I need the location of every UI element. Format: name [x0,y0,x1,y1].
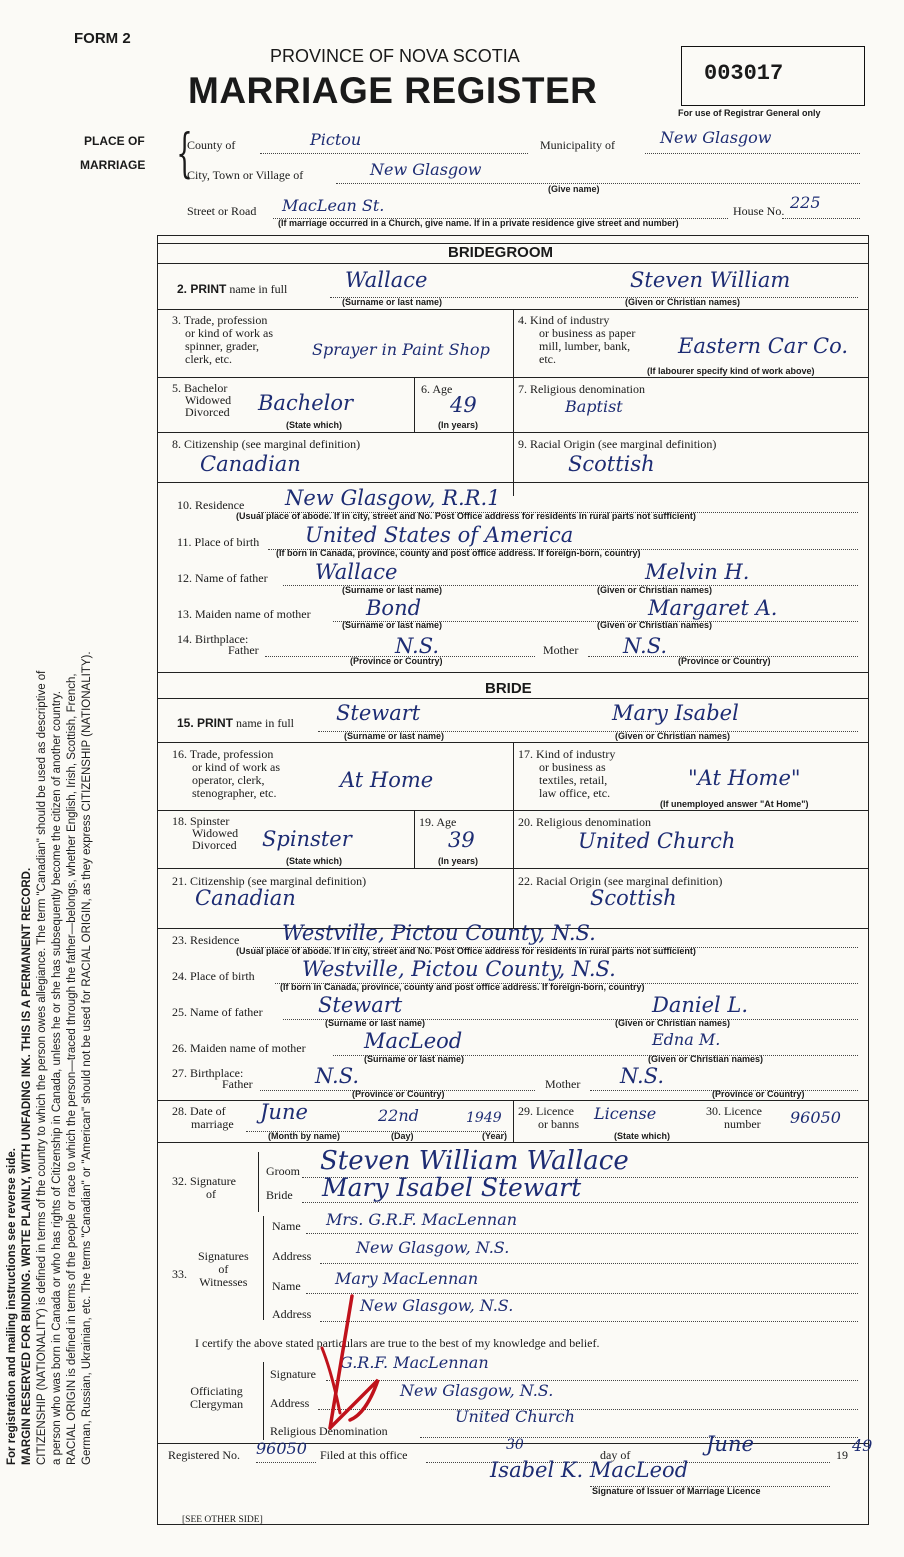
municipality-label: Municipality of [540,138,615,152]
witness1-name: Mrs. G.R.F. MacLennan [326,1210,518,1229]
field-label: 18. Spinster [172,814,230,828]
groom-birthplace: United States of America [305,523,574,547]
groom-status: Bachelor [258,391,354,415]
margin-line: MARGIN RESERVED FOR BINDING. WRITE PLAINLY, WITH UNFADING INK. THIS IS A PERMANENT RECORD. [21,867,33,1465]
field-label: 14. Birthplace: [177,632,249,646]
bride-religion: United Church [578,829,736,853]
clergy-address: New Glasgow, N.S. [400,1381,554,1400]
field-label: day of [600,1448,631,1462]
field-label: 8. Citizenship (see marginal definition) [172,437,361,451]
licence-number: 96050 [790,1108,841,1127]
field-label: 21. Citizenship (see marginal definition) [172,874,367,888]
field-label: Officiating [190,1384,243,1398]
field-label: Address [272,1307,312,1321]
bride-mother-birthplace: N.S. [620,1064,665,1088]
city-value: New Glasgow [370,160,482,179]
field-label: 4. Kind of industry [518,313,610,327]
registration-number: 003017 [704,61,784,86]
caption: (If unemployed answer "At Home") [660,799,809,809]
field-label: 22. Racial Origin (see marginal definition) [518,874,723,888]
caption: (Surname or last name) [342,585,443,595]
caption: (Surname or last name) [325,1018,426,1028]
caption: (Usual place of abode. If in city, street and No. Post Office address for residents in rural parts not sufficient) [236,946,696,956]
red-check-mark [300,1288,390,1438]
field-label: Religious Denomination [270,1424,388,1438]
field-label: clerk, etc. [185,352,232,366]
caption: (Surname or last name) [364,1054,465,1064]
margin-line: German, Russian, Ukrainian, etc. The terms "Canadian" or "American" should not be used for RACIAL ORIGIN, as they express CITIZENSHIP (NATIONALITY). [81,651,93,1465]
county-value: Pictou [310,130,362,149]
field-label: 19. Age [419,815,457,829]
field-label: 9. Racial Origin (see marginal definition) [518,437,717,451]
field-label: marriage [191,1117,234,1131]
field-label: mill, lumber, bank, [539,339,631,353]
witness2-address: New Glasgow, N.S. [360,1296,514,1315]
bride-racial-origin: Scottish [590,886,677,910]
caption: (If born in Canada, province, county and post office address. If foreign-born, country) [280,982,645,992]
house-value: 225 [790,193,821,212]
field-label: 3. Trade, profession [172,313,268,327]
caption: (Given or Christian names) [615,731,731,741]
field-label: 5. Bachelor [172,381,228,395]
caption: (Day) [391,1131,414,1141]
caption: (Province or Country) [678,656,771,666]
field-label: etc. [539,352,556,366]
groom-mother-birthplace: N.S. [623,634,668,658]
bride-age: 39 [448,828,475,852]
field-label: or kind of work as [185,326,273,340]
brace: { [176,124,193,184]
caption: (Month by name) [268,1131,340,1141]
bride-given: Mary Isabel [612,701,739,725]
field-label: Mother [545,1077,581,1091]
field-label: 28. Date of [172,1104,226,1118]
caption: (Given or Christian names) [625,297,741,307]
marriage-year: 1949 [466,1110,502,1126]
county-label: County of [187,138,236,152]
bride-mother-surname: MacLeod [364,1029,463,1053]
field-label: 6. Age [421,382,453,396]
field-label: Signature [270,1367,316,1381]
groom-age: 49 [450,393,477,417]
groom-given: Steven William [630,268,791,292]
groom-residence: New Glasgow, R.R.1 [285,486,501,510]
bride-birthplace: Westville, Pictou County, N.S. [302,957,616,981]
caption: (Province or Country) [352,1089,445,1099]
field-label: Father [228,643,259,657]
field-label: or business as [539,760,606,774]
field-label: Clergyman [190,1397,244,1411]
field-label: Name [272,1279,301,1293]
field-label: Registered No. [168,1448,240,1462]
caption: (Province or Country) [350,656,443,666]
field-label: Filed at this office [320,1448,408,1462]
field-label: 7. Religious denomination [518,382,645,396]
caption: (State which) [614,1131,671,1141]
field-label: 17. Kind of industry [518,747,616,761]
field-label: Mother [543,643,579,657]
margin-line: CITIZENSHIP (NATIONALITY) is defined in terms of the country to which the person owes allegiance. The term "Canadian" should be used as descriptive of [36,670,48,1465]
field-label: Divorced [185,405,230,419]
caption: (State which) [286,420,343,430]
clergy-signature: G.R.F. MacLennan [340,1353,489,1372]
bride-mother-given: Edna M. [652,1030,721,1049]
field-label: Address [272,1249,312,1263]
bride-industry: "At Home" [688,766,801,790]
field-label: number [724,1117,761,1131]
field-label: Divorced [192,838,237,852]
field-label: 19 [836,1448,848,1462]
bride-residence: Westville, Pictou County, N.S. [282,921,596,945]
groom-surname: Wallace [345,268,428,292]
field-label: Bride [266,1188,293,1202]
witness1-address: New Glasgow, N.S. [356,1238,510,1257]
house-label: House No. [733,204,785,218]
field-label: 32. Signature [172,1174,236,1188]
field-label: 16. Trade, profession [172,747,274,761]
filed-day: 30 [506,1437,524,1453]
municipality-value: New Glasgow [660,128,772,147]
city-label: City, Town or Village of [187,168,304,182]
registrar-note: For use of Registrar General only [678,108,821,118]
licence-or-banns: License [594,1104,657,1123]
marriage-day: 22nd [378,1106,419,1125]
field-label: stenographer, etc. [192,786,277,800]
groom-signature: Steven William Wallace [320,1146,629,1176]
witness2-name: Mary MacLennan [335,1269,479,1288]
caption: (In years) [438,856,479,866]
field-label: law office, etc. [539,786,611,800]
field-label: of [206,1187,216,1201]
field-label: 33. [172,1267,187,1281]
section-heading-bride: BRIDE [485,680,532,697]
caption: (Surname or last name) [342,620,443,630]
groom-mother-surname: Bond [366,596,422,620]
caption: (Year) [482,1131,508,1141]
caption: (State which) [286,856,343,866]
registrar-box [681,46,865,106]
field-label: or kind of work as [192,760,280,774]
field-label: 12. Name of father [177,571,268,585]
see-other-side: [SEE OTHER SIDE] [182,1515,263,1525]
bride-status: Spinster [262,827,352,851]
place-label: PLACE OF [84,134,145,148]
bride-trade: At Home [340,768,434,792]
field-label: or banns [538,1117,579,1131]
province-title: PROVINCE OF NOVA SCOTIA [270,46,520,66]
bride-father-surname: Stewart [318,993,403,1017]
margin-instructions [5,25,155,1525]
issuer-signature: Isabel K. MacLeod [490,1458,689,1482]
field-label: Name [272,1219,301,1233]
groom-father-birthplace: N.S. [395,634,440,658]
field-label: textiles, retail, [539,773,608,787]
give-name-caption: (Give name) [548,184,600,194]
caption: (Given or Christian names) [597,620,713,630]
field-label: Address [270,1396,310,1410]
groom-father-given: Melvin H. [645,560,750,584]
groom-racial-origin: Scottish [568,452,655,476]
caption: (Province or Country) [712,1089,805,1099]
field-label: of [218,1262,229,1276]
field-label: 20. Religious denomination [518,815,651,829]
field-label: operator, clerk, [192,773,265,787]
field-label: Groom [266,1164,300,1178]
bride-father-given: Daniel L. [652,993,749,1017]
caption: (Given or Christian names) [648,1054,764,1064]
field-label: 13. Maiden name of mother [177,607,311,621]
bride-father-birthplace: N.S. [315,1064,360,1088]
groom-religion: Baptist [565,397,623,416]
filed-year-suffix: 49 [852,1436,873,1455]
field-label: Widowed [192,826,239,840]
caption: (Usual place of abode. If in city, street and No. Post Office address for residents in rural parts not sufficient) [236,511,696,521]
bride-signature: Mary Isabel Stewart [322,1173,582,1202]
place-label: MARRIAGE [80,158,146,172]
caption: (Surname or last name) [344,731,445,741]
street-caption: (If marriage occurred in a Church, give name. If in a private residence give street and number) [278,218,679,228]
field-label: 29. Licence [518,1104,574,1118]
field-label: Father [222,1077,253,1091]
field-label: Signatures [198,1249,249,1263]
section-heading-groom: BRIDEGROOM [448,244,553,261]
bride-surname: Stewart [336,701,421,725]
certification-text: I certify the above stated particulars are true to the best of my knowledge and belief. [195,1336,600,1350]
groom-mother-given: Margaret A. [648,596,778,620]
field-label: 27. Birthplace: [172,1066,244,1080]
groom-citizenship: Canadian [200,452,301,476]
caption: (In years) [438,420,479,430]
caption: (Given or Christian names) [615,1018,731,1028]
field-label: 11. Place of birth [177,535,260,549]
field-label: spinner, grader, [185,339,260,353]
clergy-denomination: United Church [455,1407,575,1426]
caption: Signature of Issuer of Marriage Licence [592,1486,761,1496]
binding-margin [0,0,160,1557]
street-label: Street or Road [187,204,257,218]
caption: (Given or Christian names) [597,585,713,595]
field-label: 10. Residence [177,498,245,512]
caption: (Surname or last name) [342,297,443,307]
margin-line: RACIAL ORIGIN is defined in terms of the people or race to which the person—traced through the father—belongs, whether English, Irish, Scottish, French, [66,673,78,1465]
registered-number: 96050 [256,1439,307,1458]
field-label: 24. Place of birth [172,969,255,983]
field-label: Widowed [185,393,232,407]
margin-line: a person who was born in Canada or who has rights of Citizenship in Canada, unless he or she has subsequently become the citizen of another country. [51,691,63,1465]
field-label: 23. Residence [172,933,240,947]
field-label: Witnesses [199,1275,248,1289]
form-number: FORM 2 [74,30,131,47]
field-label: 26. Maiden name of mother [172,1041,306,1055]
street-value: MacLean St. [282,196,385,215]
marriage-month: June [260,1100,308,1124]
caption: (If born in Canada, province, county and post office address. If foreign-born, country) [276,548,641,558]
field-label: 25. Name of father [172,1005,263,1019]
field-label: or business as paper [539,326,636,340]
groom-father-surname: Wallace [315,560,398,584]
field-label: 30. Licence [706,1104,762,1118]
bride-citizenship: Canadian [195,886,296,910]
margin-line: For registration and mailing instructions see reverse side. [6,1148,18,1465]
filed-month: June [706,1432,754,1456]
caption: (If labourer specify kind of work above) [647,366,815,376]
groom-trade: Sprayer in Paint Shop [312,340,490,359]
page-title: MARRIAGE REGISTER [188,70,598,111]
groom-industry: Eastern Car Co. [678,334,849,358]
